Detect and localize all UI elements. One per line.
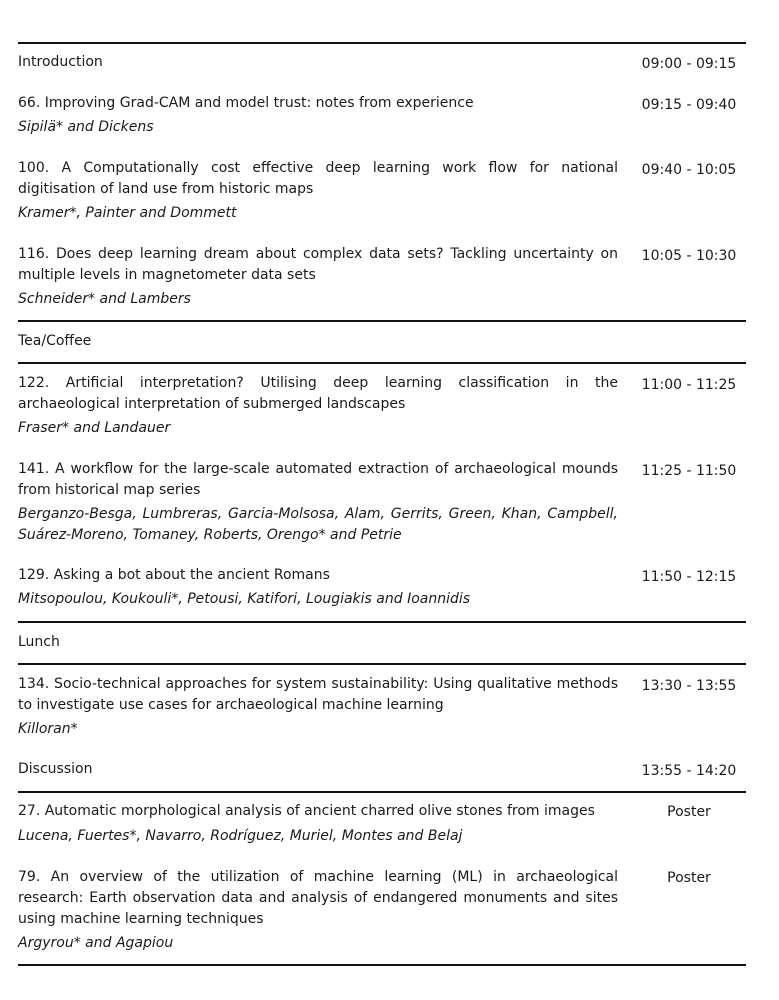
paper-title: 66. Improving Grad-CAM and model trust: notes from experience (18, 95, 474, 111)
poster-label: Poster (667, 870, 711, 886)
time-slot: 11:50 - 12:15 (641, 569, 737, 585)
paper-authors: Sipilä* and Dickens (18, 119, 154, 135)
paper-title: 100. A Computationally cost effective deep learning work flow for national digitisation of land use from historic maps (18, 160, 618, 197)
time-slot: 11:25 - 11:50 (641, 463, 737, 479)
paper-title: 134. Socio-technical approaches for system sustainability: Using qualitative methods to investigate use cases for archaeological machine learning (18, 676, 618, 713)
paper-title: 122. Artificial interpretation? Utilising deep learning classification in the archaeological interpretation of submerged landscapes (18, 375, 618, 412)
time-slot: 09:00 - 09:15 (641, 56, 737, 72)
time-slot: 10:05 - 10:30 (641, 248, 737, 264)
time-slot: 13:55 - 14:20 (641, 763, 737, 779)
paper-authors: Mitsopoulou, Koukouli*, Petousi, Katifori, Lougiakis and Ioannidis (18, 591, 471, 607)
time-slot: 13:30 - 13:55 (641, 678, 737, 694)
time-slot: 09:15 - 09:40 (641, 97, 737, 113)
paper-authors: Schneider* and Lambers (18, 291, 191, 307)
session-label-discussion: Discussion (18, 761, 93, 777)
break-label-tea-coffee: Tea/Coffee (18, 333, 92, 349)
poster-label: Poster (667, 804, 711, 820)
paper-title: 141. A workflow for the large-scale automated extraction of archaeological mounds from historical map series (18, 461, 618, 498)
paper-title: 116. Does deep learning dream about complex data sets? Tackling uncertainty on multiple levels in magnetometer data sets (18, 246, 618, 283)
divider (18, 320, 746, 322)
divider (18, 791, 746, 793)
divider (18, 362, 746, 364)
session-label-introduction: Introduction (18, 54, 103, 70)
break-label-lunch: Lunch (18, 634, 60, 650)
poster-authors: Lucena, Fuertes*, Navarro, Rodríguez, Muriel, Montes and Belaj (18, 828, 463, 844)
time-slot: 11:00 - 11:25 (641, 377, 737, 393)
schedule-page (18, 0, 746, 1000)
divider (18, 621, 746, 623)
divider (18, 42, 746, 44)
poster-authors: Argyrou* and Agapiou (18, 935, 174, 951)
paper-authors: Berganzo-Besga, Lumbreras, Garcia-Molsosa, Alam, Gerrits, Green, Khan, Campbell, Suárez-Moreno, Tomaney, Roberts, Orengo* and Petrie (18, 506, 618, 543)
paper-authors: Kramer*, Painter and Dommett (18, 205, 237, 221)
time-slot: 09:40 - 10:05 (641, 162, 737, 178)
divider (18, 663, 746, 665)
paper-authors: Killoran* (18, 721, 78, 737)
paper-title: 129. Asking a bot about the ancient Romans (18, 567, 330, 583)
poster-title: 27. Automatic morphological analysis of ancient charred olive stones from images (18, 803, 595, 819)
poster-title: 79. An overview of the utilization of machine learning (ML) in archaeological research: Earth observation data and analysis of endangered monuments and sites using machine learning techniques (18, 869, 618, 927)
paper-authors: Fraser* and Landauer (18, 420, 171, 436)
divider (18, 964, 746, 966)
